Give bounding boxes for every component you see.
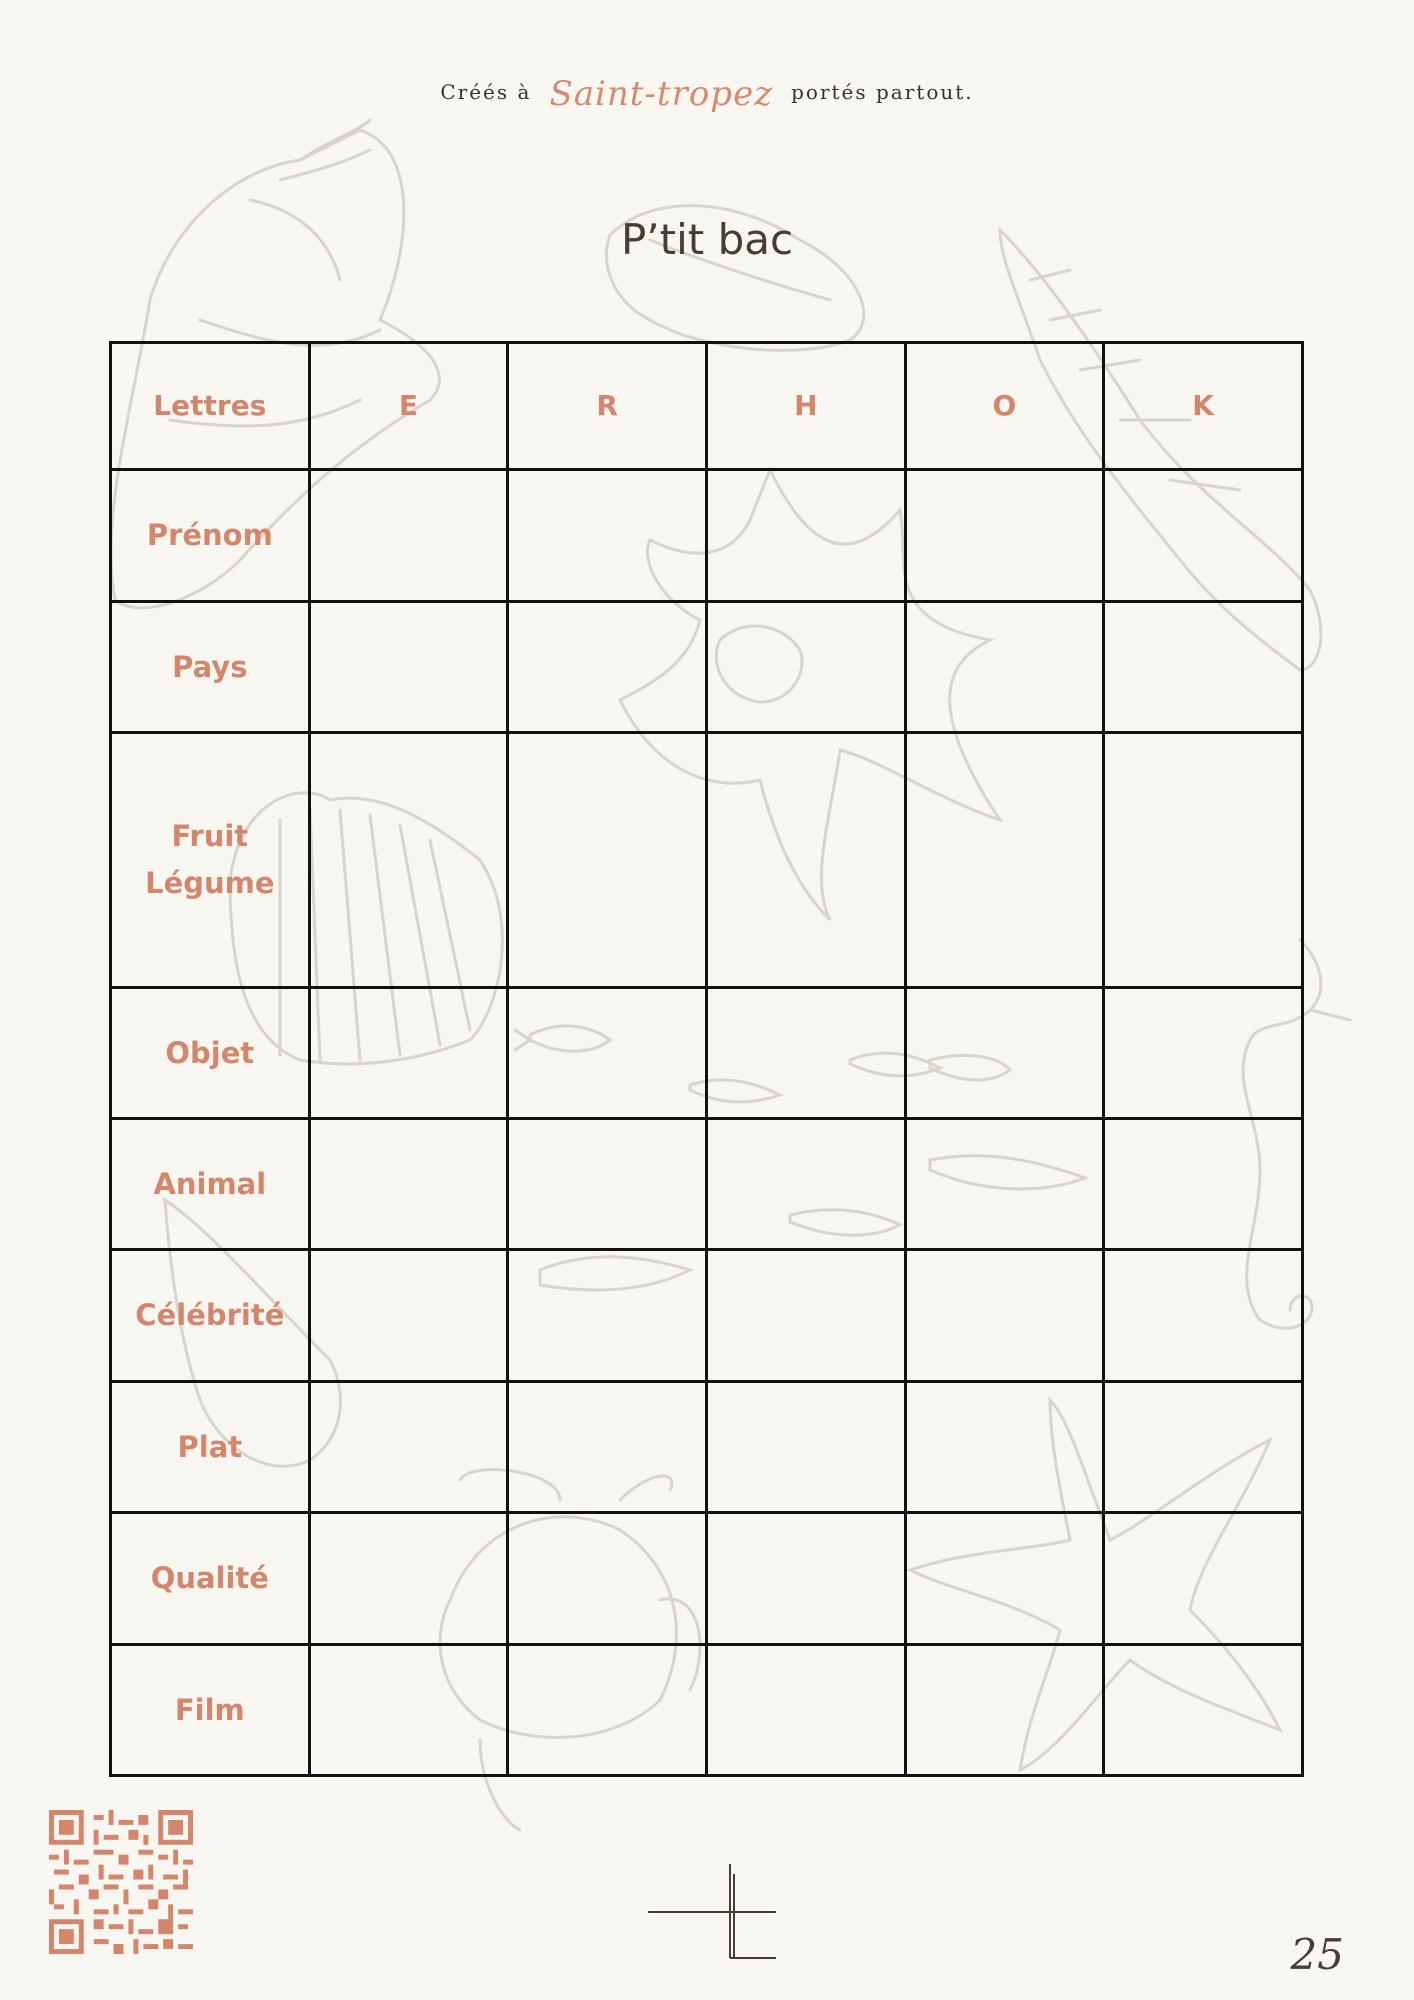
answer-cell[interactable] [1104, 1119, 1303, 1250]
page-title: P’tit bac [620, 215, 794, 264]
answer-cell[interactable] [905, 1513, 1104, 1644]
category-label-line: Fruit [171, 819, 249, 854]
answer-cell[interactable] [309, 1119, 508, 1250]
answer-cell[interactable] [1104, 732, 1303, 987]
answer-cell[interactable] [905, 1119, 1104, 1250]
answer-cell[interactable] [706, 987, 905, 1118]
category-row [111, 1513, 1303, 1644]
category-label [111, 470, 310, 601]
answer-cell[interactable] [508, 1381, 707, 1512]
letter-cell: H [706, 343, 905, 470]
category-label-line: Plat [177, 1429, 243, 1464]
category-row [111, 1644, 1303, 1775]
category-row [111, 1250, 1303, 1381]
answer-cell[interactable] [706, 601, 905, 732]
category-label [111, 601, 310, 732]
answer-cell[interactable] [706, 732, 905, 987]
letters-row [111, 343, 1303, 470]
answer-cell[interactable] [1104, 601, 1303, 732]
answer-cell[interactable] [905, 1381, 1104, 1512]
tagline-suffix: portés partout. [791, 80, 974, 104]
answer-cell[interactable] [309, 1250, 508, 1381]
letter-cell: O [905, 343, 1104, 470]
category-label [111, 1513, 310, 1644]
answer-cell[interactable] [309, 1644, 508, 1775]
answer-cell[interactable] [508, 1119, 707, 1250]
answer-cell[interactable] [508, 1513, 707, 1644]
answer-cell[interactable] [508, 601, 707, 732]
answer-cell[interactable] [706, 1250, 905, 1381]
answer-cell[interactable] [309, 987, 508, 1118]
category-label-line: Légume [145, 865, 275, 900]
category-row [111, 1381, 1303, 1512]
category-label [111, 1119, 310, 1250]
answer-cell[interactable] [508, 732, 707, 987]
answer-cell[interactable] [508, 987, 707, 1118]
answer-cell[interactable] [309, 470, 508, 601]
category-label-line: Objet [165, 1035, 255, 1070]
answer-cell[interactable] [309, 601, 508, 732]
answer-cell[interactable] [706, 1119, 905, 1250]
letter-cell: R [508, 343, 707, 470]
category-label-line: Animal [153, 1167, 267, 1202]
category-row [111, 732, 1303, 987]
category-label [111, 987, 310, 1118]
category-label-line: Pays [172, 649, 248, 684]
answer-cell[interactable] [905, 1250, 1104, 1381]
answer-cell[interactable] [1104, 1644, 1303, 1775]
letter-cell: E [309, 343, 508, 470]
header-tagline [0, 68, 1414, 114]
category-label [111, 1644, 310, 1775]
answer-cell[interactable] [905, 987, 1104, 1118]
category-label [111, 732, 310, 987]
tagline-prefix: Créés à [440, 80, 532, 104]
answer-cell[interactable] [1104, 1381, 1303, 1512]
answer-cell[interactable] [905, 1644, 1104, 1775]
letter-cell: K [1104, 343, 1303, 470]
category-label-line: Célébrité [135, 1298, 285, 1333]
answer-cell[interactable] [1104, 1513, 1303, 1644]
category-row [111, 470, 1303, 601]
answer-cell[interactable] [706, 1381, 905, 1512]
answer-cell[interactable] [1104, 987, 1303, 1118]
answer-cell[interactable] [309, 1513, 508, 1644]
answer-cell[interactable] [706, 1644, 905, 1775]
petit-bac-grid [109, 341, 1304, 1777]
answer-cell[interactable] [706, 1513, 905, 1644]
answer-cell[interactable] [905, 601, 1104, 732]
qr-code-icon[interactable] [49, 1810, 193, 1954]
category-label [111, 1250, 310, 1381]
category-label-line: Prénom [146, 518, 273, 553]
answer-cell[interactable] [508, 470, 707, 601]
brand-name: Saint-tropez [549, 74, 774, 114]
brand-monogram-icon [648, 1864, 776, 1962]
answer-cell[interactable] [1104, 470, 1303, 601]
category-label [111, 1381, 310, 1512]
answer-cell[interactable] [905, 470, 1104, 601]
page-number: 25 [1290, 1930, 1344, 1979]
category-label-line: Film [174, 1692, 245, 1727]
answer-cell[interactable] [905, 732, 1104, 987]
category-row [111, 601, 1303, 732]
answer-cell[interactable] [706, 470, 905, 601]
answer-cell[interactable] [1104, 1250, 1303, 1381]
answer-cell[interactable] [309, 1381, 508, 1512]
category-row [111, 1119, 1303, 1250]
answer-cell[interactable] [508, 1644, 707, 1775]
category-label-line: Qualité [150, 1561, 269, 1596]
answer-cell[interactable] [309, 732, 508, 987]
category-row [111, 987, 1303, 1118]
header-label: Lettres [111, 343, 310, 470]
answer-cell[interactable] [508, 1250, 707, 1381]
